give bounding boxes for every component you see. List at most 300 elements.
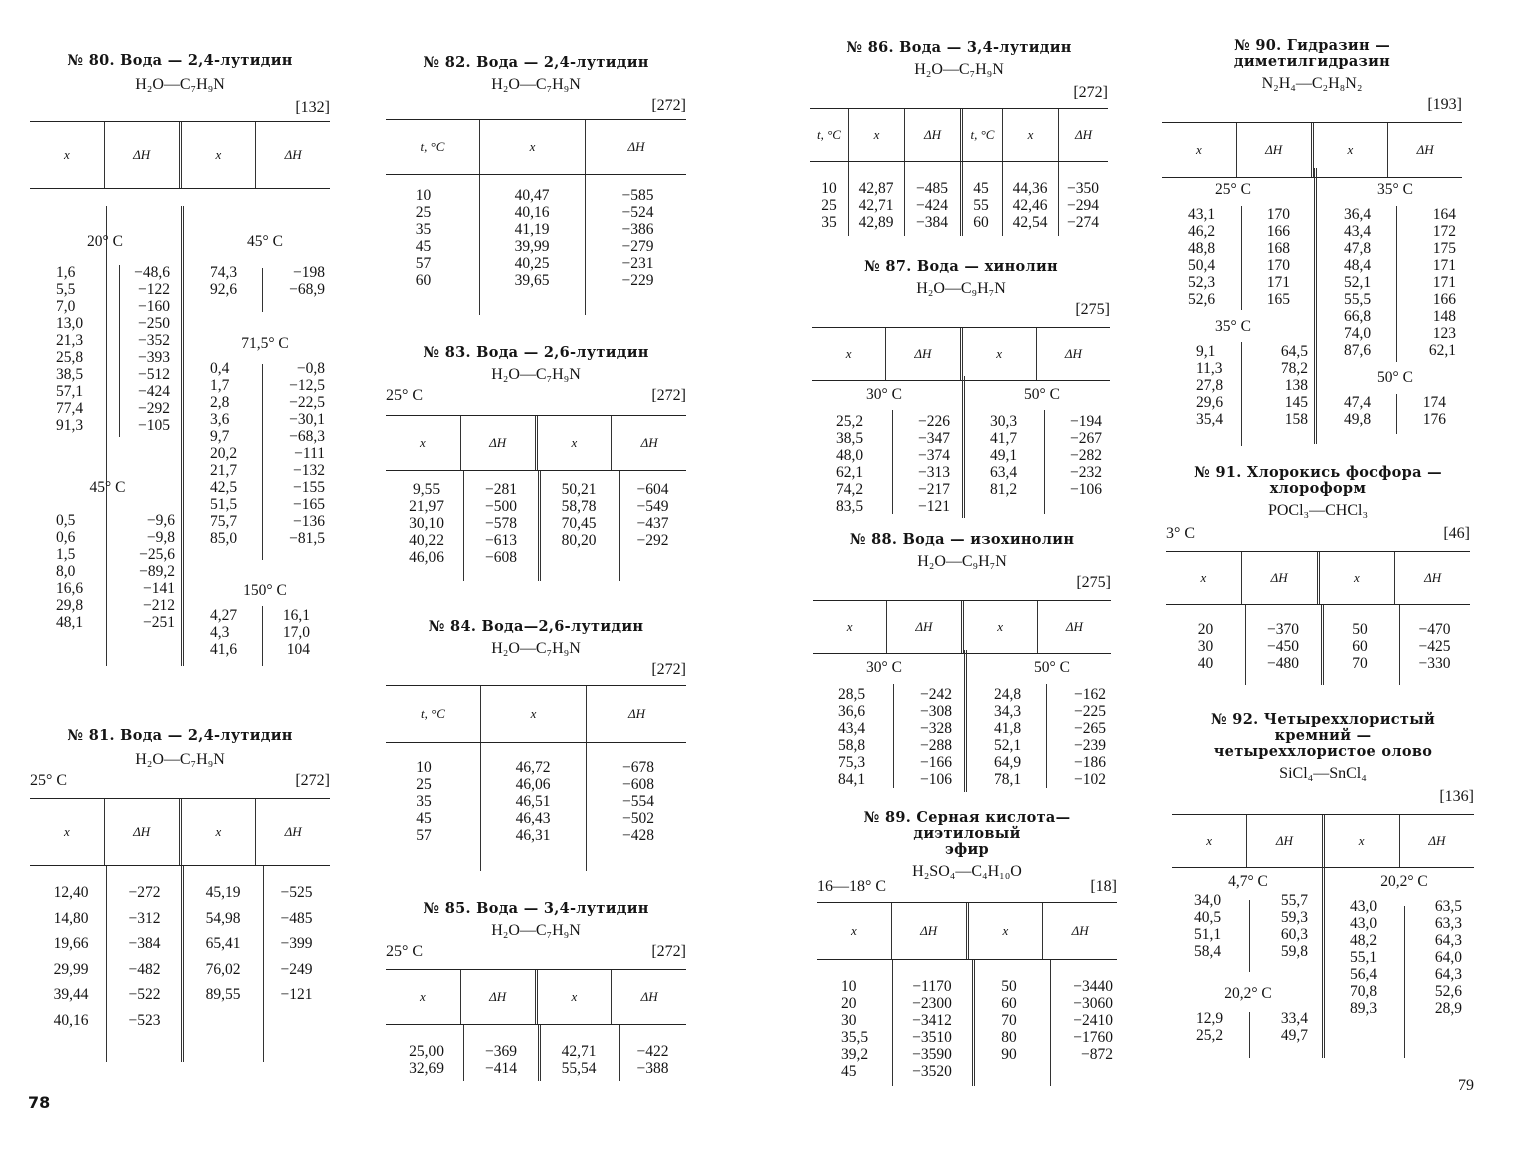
cell-value: 42,71 [858, 197, 894, 214]
cell-value: 30 [1197, 638, 1214, 655]
header-x: x [961, 601, 1037, 653]
cell-value: 45 [415, 238, 432, 255]
col-t [960, 180, 1002, 231]
cell-value: 64,3 [1434, 966, 1462, 983]
table-header [386, 969, 686, 1025]
cell-value: −578 [485, 515, 517, 532]
cell-value: −613 [485, 532, 517, 549]
cell-value: −111 [294, 445, 325, 462]
header-dh: ΔH [1399, 815, 1474, 867]
formula: H₂SO₄—C₄H₁₀O [912, 863, 1022, 880]
cell-value: 168 [1266, 240, 1290, 257]
col-dh [263, 880, 330, 1034]
cell-value: 43,4 [838, 720, 866, 737]
header-dh: ΔH [891, 903, 966, 959]
cell-value: 42,87 [858, 180, 894, 197]
cell-value: −68,3 [289, 428, 325, 445]
formula: H₂O—C₇H₉N [491, 922, 581, 939]
cell-value: 4,27 [210, 607, 238, 624]
table-body [386, 175, 686, 315]
header-x: x [850, 923, 857, 938]
table-85 [386, 901, 686, 1081]
x-column [826, 686, 886, 788]
table-header [1162, 122, 1462, 178]
cell-value: −428 [622, 827, 654, 844]
cell-value: 51,5 [210, 496, 238, 513]
cell-value: −106 [920, 771, 952, 788]
col-dh [463, 481, 539, 566]
group-divider [262, 268, 263, 312]
cell-value: −106 [1070, 481, 1102, 498]
formula: H₂O—C₉H₇N [916, 280, 1006, 297]
temperature: 25° C [386, 387, 424, 404]
header-dh: ΔH [611, 970, 686, 1024]
cell-value: −162 [1074, 686, 1106, 703]
cell-value: −48,6 [134, 264, 170, 281]
cell-value: 41,19 [514, 221, 550, 238]
header-x: x [848, 109, 904, 161]
group-label: 30° C [866, 659, 902, 676]
cell-value: 158 [1284, 411, 1308, 428]
cell-value: 70 [1352, 655, 1368, 672]
cell-value: 0,5 [56, 512, 76, 529]
table-92 [1172, 712, 1474, 868]
table-title: № 85. Вода — 3,4-лутидин [423, 900, 649, 917]
header-x: x [846, 619, 853, 634]
cell-value: 81,2 [990, 481, 1018, 498]
header-dh: ΔH [586, 686, 686, 742]
cell-value: −524 [621, 204, 654, 221]
cell-value: 145 [1284, 394, 1308, 411]
group-label: 20,2° C [1224, 985, 1272, 1002]
cell-value: 58,8 [838, 737, 866, 754]
cell-value: 9,7 [210, 428, 230, 445]
cell-value: 50,21 [561, 481, 597, 498]
cell-value: 1,5 [56, 546, 76, 563]
table-84 [386, 619, 686, 871]
cell-value: −3440 [1073, 978, 1113, 995]
cell-value: 25,8 [56, 349, 84, 366]
cell-value: 84,1 [838, 771, 866, 788]
header-x: x [1002, 109, 1058, 161]
cell-value: 87,6 [1344, 342, 1372, 359]
header-x: x [535, 970, 612, 1024]
group-divider [892, 410, 893, 514]
cell-value: 63,5 [1434, 898, 1462, 915]
table-header [813, 600, 1111, 654]
cell-value: 20,2 [210, 445, 238, 462]
dh-column [1396, 394, 1446, 428]
cell-value: −554 [622, 793, 654, 810]
group-divider [893, 684, 894, 788]
temperature: 25° C [386, 943, 424, 960]
group-divider [1396, 206, 1397, 362]
cell-value: −165 [293, 496, 325, 513]
group-88-50c [982, 658, 1112, 788]
group-divider [1396, 394, 1397, 434]
cell-value: −350 [1067, 180, 1099, 197]
header-x: x [419, 989, 426, 1004]
cell-value: −281 [485, 481, 517, 498]
header-dh: ΔH [1037, 601, 1111, 653]
cell-value: −424 [138, 383, 170, 400]
cell-value: 77,4 [56, 400, 84, 417]
x-column [826, 413, 886, 515]
table-title: № 82. Вода — 2,4-лутидин [423, 54, 649, 71]
cell-value: 20 [841, 995, 857, 1012]
cell-value: 62,1 [836, 464, 864, 481]
dh-column [100, 512, 175, 631]
formula: POCl₃—CHCl₃ [1267, 502, 1369, 519]
cell-value: 36,4 [1344, 206, 1372, 223]
table-title: № 80. Вода — 2,4-лутидин [67, 52, 293, 69]
x-column [1330, 206, 1396, 359]
cell-value: 0,6 [56, 529, 76, 546]
group-80-71c [200, 334, 330, 547]
cell-value: 42,89 [858, 214, 894, 231]
col-dh [892, 978, 972, 1080]
group-label: 50° C [1034, 659, 1070, 676]
cell-value: 38,5 [56, 366, 84, 383]
cell-value: 74,0 [1344, 325, 1372, 342]
dh-column [95, 264, 170, 434]
group-divider [119, 265, 120, 437]
cell-value: 166 [1432, 291, 1456, 308]
cell-value: 63,3 [1434, 915, 1462, 932]
col-x [848, 180, 904, 231]
cell-value: −250 [138, 315, 170, 332]
col-t [810, 180, 848, 231]
cell-value: 54,98 [205, 909, 241, 927]
cell-value: −155 [293, 479, 325, 496]
reference: [272] [651, 661, 686, 678]
header-dh: ΔH [1058, 109, 1108, 161]
table-header [810, 108, 1108, 162]
cell-value: 63,4 [990, 464, 1018, 481]
cell-value: 47,8 [1344, 240, 1372, 257]
cell-value: −3510 [912, 1029, 952, 1046]
dh-column [886, 686, 952, 788]
cell-value: −22,5 [289, 394, 325, 411]
cell-value: 60 [973, 214, 989, 231]
cell-value: 70,8 [1350, 983, 1378, 1000]
cell-value: −678 [622, 759, 654, 776]
group-label: 4,7° C [1228, 873, 1268, 890]
col-dh [619, 481, 686, 566]
cell-value: −522 [128, 986, 161, 1004]
cell-value: 174 [1422, 394, 1446, 411]
cell-value: −374 [918, 447, 950, 464]
cell-value: −12,5 [289, 377, 325, 394]
header-t: t, °C [421, 706, 445, 721]
header-x: x [480, 686, 586, 742]
reference: [275] [1075, 301, 1110, 318]
table-header [812, 327, 1110, 381]
cell-value: 25 [821, 197, 837, 214]
cell-value: 41,7 [990, 430, 1018, 447]
group-divider [1046, 684, 1047, 788]
table-81 [30, 728, 330, 1062]
header-dh: ΔH [585, 120, 686, 174]
cell-value: 40 [1197, 655, 1214, 672]
cell-value: 33,4 [1280, 1010, 1308, 1027]
reference: [136] [1439, 788, 1474, 805]
cell-value: 40,16 [514, 204, 550, 221]
cell-value: 85,0 [210, 530, 238, 547]
cell-value: 78,1 [994, 771, 1022, 788]
header-x: x [1200, 570, 1207, 585]
col-dh [1058, 180, 1108, 231]
cell-value: 29,8 [56, 597, 84, 614]
cell-value: 4,3 [210, 624, 230, 641]
header-x: x [179, 799, 256, 865]
cell-value: 41,6 [210, 641, 238, 658]
cell-value: −231 [621, 255, 654, 272]
cell-value: 57 [416, 827, 432, 844]
cell-value: −166 [920, 754, 952, 771]
cell-value: −549 [636, 498, 669, 515]
cell-value: 34,3 [994, 703, 1022, 720]
cell-value: 35 [416, 793, 432, 810]
cell-value: −525 [280, 884, 313, 901]
dh-column [255, 360, 325, 547]
x-column [1330, 394, 1396, 428]
reference: [193] [1427, 96, 1462, 113]
cell-value: 60 [415, 272, 432, 289]
cell-value: 17,0 [282, 624, 310, 641]
group-90-35c [1176, 317, 1310, 428]
table-title: № 81. Вода — 2,4-лутидин [67, 727, 293, 744]
cell-value: 89,55 [205, 986, 241, 1004]
formula: H₂O—C₇H₉N [491, 640, 581, 657]
cell-value: 25 [415, 204, 432, 221]
formula: H₂O—C₉H₇N [917, 553, 1007, 570]
cell-value: −9,8 [146, 529, 175, 546]
table-title: № 83. Вода — 2,6-лутидин [423, 344, 649, 361]
formula: H₂O—C₇H₉N [914, 61, 1004, 78]
header-dh: ΔH [1036, 328, 1110, 380]
cell-value: −136 [293, 513, 325, 530]
group-divider [262, 606, 263, 666]
temperature: 25° C [30, 772, 68, 789]
formula: H₂O—C₇H₉N [135, 751, 225, 768]
cell-value: 40,47 [514, 187, 550, 204]
group-label: 45° C [247, 233, 283, 250]
x-column [982, 413, 1042, 498]
cell-value: −251 [143, 614, 175, 631]
header-dh: ΔH [904, 109, 960, 161]
x-column [200, 264, 255, 298]
table-body [810, 162, 1108, 236]
cell-value: 42,54 [1012, 214, 1048, 231]
cell-value: −267 [1070, 430, 1102, 447]
cell-value: −422 [636, 1043, 669, 1060]
cell-value: 57 [415, 255, 432, 272]
cell-value: 52,6 [1188, 291, 1216, 308]
formula: H₂O—C₇H₉N [491, 366, 581, 383]
cell-value: 40,22 [409, 532, 444, 549]
group-divider [1404, 906, 1405, 1058]
page-number-right: 79 [1458, 1077, 1474, 1094]
cell-value: 45,19 [205, 884, 241, 901]
cell-value: 13,0 [56, 315, 84, 332]
cell-value: 47,4 [1344, 394, 1372, 411]
cell-value: −308 [920, 703, 952, 720]
cell-value: 75,7 [210, 513, 238, 530]
cell-value: −502 [622, 810, 654, 827]
x-column [1176, 343, 1240, 428]
col-x [972, 978, 1052, 1080]
header-dh: ΔH [460, 416, 535, 470]
cell-value: −274 [1067, 214, 1099, 231]
col-x [539, 481, 619, 566]
cell-value: −30,1 [289, 411, 325, 428]
table-90 [1162, 38, 1462, 178]
cell-value: −282 [1070, 447, 1102, 464]
cell-value: 64,3 [1434, 932, 1462, 949]
header-dh: ΔH [460, 970, 535, 1024]
cell-value: 138 [1284, 377, 1308, 394]
col-t [386, 759, 480, 844]
cell-value: 91,3 [56, 417, 84, 434]
cell-value: −437 [636, 515, 669, 532]
x-column [1176, 206, 1240, 308]
cell-value: 43,0 [1350, 915, 1378, 932]
col-dh [463, 1043, 539, 1077]
cell-value: −81,5 [289, 530, 325, 547]
cell-value: 9,55 [412, 481, 441, 498]
group-80-45c-right [200, 232, 330, 298]
header-t: t, °C [960, 109, 1002, 161]
cell-value: −9,6 [146, 512, 175, 529]
cell-value: −121 [918, 498, 950, 515]
cell-value: 25 [416, 776, 432, 793]
cell-value: −386 [621, 221, 654, 238]
group-label: 71,5° C [241, 335, 289, 352]
col-x [1002, 180, 1058, 231]
cell-value: 42,46 [1012, 197, 1048, 214]
header-dh: ΔH [1246, 815, 1321, 867]
col-x [183, 880, 263, 1034]
table-body [30, 866, 330, 1062]
cell-value: 76,02 [205, 960, 241, 978]
cell-value: 40,5 [1194, 909, 1222, 926]
table-body [386, 471, 686, 581]
table-body [1166, 605, 1470, 685]
group-label: 45° C [89, 479, 126, 496]
cell-value: 25,2 [836, 413, 864, 430]
cell-value: −3060 [1073, 995, 1113, 1012]
cell-value: 64,9 [994, 754, 1022, 771]
header-dh: ΔH [1394, 552, 1470, 604]
header-dh: ΔH [1387, 123, 1462, 177]
cell-value: −425 [1418, 638, 1451, 655]
cell-value: 29,6 [1196, 394, 1224, 411]
group-87-30c [826, 385, 962, 515]
dh-column [255, 607, 310, 658]
cell-value: 59,3 [1280, 909, 1308, 926]
cell-value: −279 [621, 238, 654, 255]
cell-value: −141 [143, 580, 175, 597]
cell-value: −105 [138, 417, 170, 434]
cell-value: 38,5 [836, 430, 864, 447]
header-x: x [1206, 833, 1213, 848]
cell-value: 46,06 [515, 776, 551, 793]
cell-value: 70 [1001, 1012, 1017, 1029]
dh-column [1044, 686, 1106, 788]
cell-value: 25,00 [409, 1043, 444, 1060]
cell-value: −1760 [1073, 1029, 1113, 1046]
header-dh: ΔH [611, 416, 686, 470]
cell-value: −3520 [912, 1063, 952, 1080]
header-dh: ΔH [255, 799, 330, 865]
group-80-20c [40, 232, 170, 434]
cell-value: 60 [1352, 638, 1368, 655]
x-column [200, 360, 255, 547]
col-x [539, 1043, 619, 1077]
cell-value: −328 [920, 720, 952, 737]
cell-value: −470 [1418, 621, 1451, 638]
page-number-left: 78 [28, 1093, 51, 1112]
cell-value: 35,5 [841, 1029, 869, 1046]
group-divider [1249, 900, 1250, 972]
cell-value: 83,5 [836, 498, 864, 515]
cell-value: −217 [918, 481, 950, 498]
col-x [479, 187, 585, 289]
cell-value: −226 [918, 413, 950, 430]
col-dh [1245, 621, 1321, 672]
table-body [386, 1025, 686, 1081]
group-label: 20,2° C [1380, 873, 1428, 890]
group-divider [1249, 1012, 1250, 1058]
table-body [386, 743, 686, 871]
cell-value: −121 [280, 986, 313, 1004]
col-x [386, 1043, 463, 1077]
dh-column [1402, 898, 1462, 1017]
cell-value: 60,3 [1280, 926, 1308, 943]
cell-value: 46,2 [1188, 223, 1216, 240]
cell-value: 39,2 [841, 1046, 869, 1063]
cell-value: −2410 [1073, 1012, 1113, 1029]
cell-value: −225 [1074, 703, 1106, 720]
dh-column [1042, 413, 1102, 498]
cell-value: 50 [1001, 978, 1017, 995]
reference: [46] [1443, 525, 1470, 542]
table-88 [813, 532, 1111, 654]
cell-value: 48,4 [1344, 257, 1372, 274]
column-divider [1322, 858, 1325, 1058]
col-dh [585, 187, 686, 289]
header-x: x [960, 328, 1036, 380]
cell-value: 52,1 [994, 737, 1022, 754]
table-body [817, 960, 1117, 1086]
cell-value: −384 [128, 935, 161, 953]
cell-value: −347 [918, 430, 950, 447]
cell-value: 29,99 [53, 960, 89, 978]
x-column [1186, 1010, 1248, 1044]
table-title: № 86. Вода — 3,4-лутидин [846, 39, 1072, 56]
cell-value: 36,6 [838, 703, 866, 720]
cell-value: 48,1 [56, 614, 84, 631]
cell-value: 43,4 [1344, 223, 1372, 240]
cell-value: −68,9 [289, 281, 325, 298]
cell-value: −160 [138, 298, 170, 315]
cell-value: −512 [138, 366, 170, 383]
cell-value: −292 [138, 400, 170, 417]
cell-value: −239 [1074, 737, 1106, 754]
cell-value: −198 [293, 264, 325, 281]
col-dh [619, 1043, 686, 1077]
